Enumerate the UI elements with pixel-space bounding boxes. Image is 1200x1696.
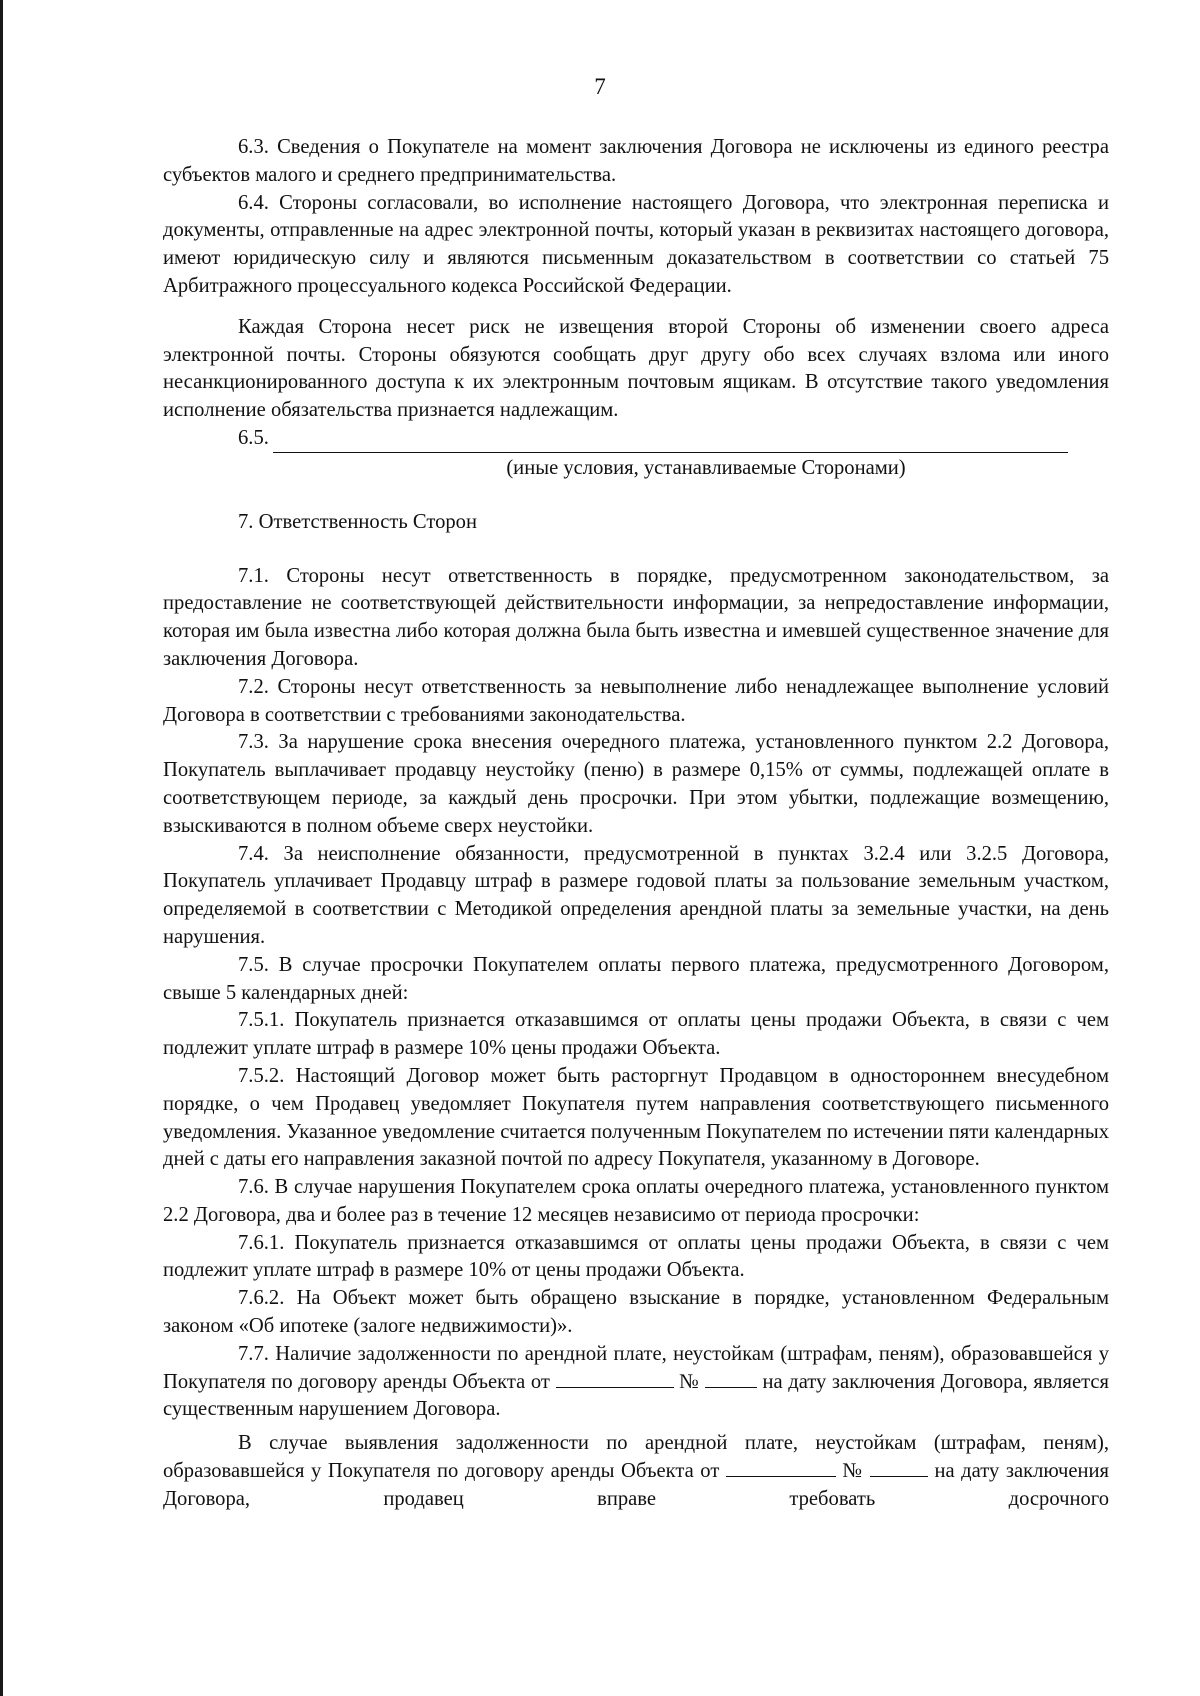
paragraph-6-5-label: 6.5. (238, 426, 269, 449)
paragraph-6-5-caption: (иные условия, устанавливаемые Сторонами) (506, 456, 906, 479)
contract-number-blank-2 (870, 1458, 928, 1477)
paragraph-7-6-1: 7.6.1. Покупатель признается отказавшимся от оплаты цены продажи Объекта, в связи с чем подлежит уплате штраф в размере 10% от цены продажи Объекта. (163, 1231, 1109, 1282)
contract-number-blank (705, 1369, 757, 1388)
paragraph-6-4-notice: Каждая Сторона несет риск не извещения второй Стороны об изменении своего адреса электронной почты. Стороны обязуются сообщать друг другу обо всех случаях взлома или иного несанкционированного доступа к их электронным почтовым ящикам. В отсутствие такого уведомления исполнение обязательства признается надлежащим. (163, 315, 1109, 422)
paragraph-7-7c-text-b: на дату заключения Договора, продавец вправе требовать досрочного (163, 1460, 1109, 1510)
paragraph-7-6-2: 7.6.2. На Объект может быть обращено взыскание в порядке, установленном Федеральным законом «Об ипотеке (залоге недвижимости)». (163, 1287, 1109, 1338)
paragraph-7-7-continued (163, 1430, 1109, 1513)
paragraph-6-5-line (163, 425, 1109, 453)
paragraph-7-3: 7.3. За нарушение срока внесения очередного платежа, установленного пунктом 2.2 Договора, Покупатель выплачивает продавцу неустойку (пеню) в размере 0,15% от суммы, подлежащей оплате в соответствующем периоде, за каждый день просрочки. При этом убытки, подлежащие возмещению, взыскиваются в полном объеме сверх неустойки. (163, 731, 1109, 837)
contract-date-blank-2 (726, 1458, 836, 1477)
paragraph-7-6: 7.6. В случае нарушения Покупателем срока оплаты очередного платежа, установленного пунктом 2.2 Договора, два и более раз в течение 12 месяцев независимо от периода просрочки: (163, 1176, 1109, 1226)
document-body (163, 134, 1109, 1514)
paragraph-6-3: 6.3. Сведения о Покупателе на момент заключения Договора не исключены из единого реестра субъектов малого и среднего предпринимательства. (163, 136, 1109, 186)
page-number: 7 (594, 74, 606, 99)
paragraph-7-7 (163, 1341, 1109, 1424)
paragraph-7-7-text-a: 7.7. Наличие задолженности по арендной плате, неустойкам (штрафам, пеням), образовавшейся у Покупателя по договору аренды Объекта от (163, 1342, 1109, 1393)
paragraph-7-7-text-b: на дату заключения Договора, является существенным нарушением Договора. (163, 1370, 1110, 1421)
paragraph-6-5-blank (273, 430, 1068, 453)
paragraph-7-5: 7.5. В случае просрочки Покупателем оплаты первого платежа, предусмотренного Договором, свыше 5 календарных дней: (163, 953, 1109, 1004)
paragraph-6-4: 6.4. Стороны согласовали, во исполнение настоящего Договора, что электронная переписка и документы, отправленные на адрес электронной почты, который указан в реквизитах настоящего договора, имеют юридическую силу и являются письменным доказательством в соответствии со статьей 75 Арбитражного процессуального кодекса Российской Федерации. (163, 191, 1109, 297)
number-sign-2: № (842, 1460, 864, 1483)
paragraph-7-5-1: 7.5.1. Покупатель признается отказавшимся от оплаты цены продажи Объекта, в связи с чем подлежит уплате штраф в размере 10% цены продажи Объекта. (163, 1009, 1109, 1060)
paragraph-7-1: 7.1. Стороны несут ответственность в порядке, предусмотренном законодательством, за предоставление не соответствующей действительности информации, за непредоставление информации, которая им была известна либо которая должна была быть известна и имевшей существенное значение для заключения Договора. (163, 564, 1109, 670)
number-sign: № (679, 1370, 700, 1393)
paragraph-7-2: 7.2. Стороны несут ответственность за невыполнение либо ненадлежащее выполнение условий Договора в соответствии с требованиями законодательства. (163, 675, 1109, 726)
contract-date-blank (556, 1369, 674, 1388)
scan-edge (0, 0, 3, 1696)
paragraph-7-7c-text-a: В случае выявления задолженности по арендной плате, неустойкам (штрафам, пеням), образовавшейся у Покупателя по договору аренды Объекта от (163, 1432, 1109, 1483)
section-7-heading: 7. Ответственность Сторон (238, 510, 477, 533)
paragraph-7-5-2: 7.5.2. Настоящий Договор может быть расторгнут Продавцом в одностороннем внесудебном порядке, о чем Продавец уведомляет Покупателя путем направления соответствующего письменного уведомления. Указанное уведомление считается полученным Покупателем по истечении пяти календарных дней с даты его направления заказной почтой по адресу Покупателя, указанному в Договоре. (163, 1064, 1109, 1171)
paragraph-7-4: 7.4. За неисполнение обязанности, предусмотренной в пунктах 3.2.4 или 3.2.5 Договора, Покупатель уплачивает Продавцу штраф в размере годовой платы за пользование земельным участком, определяемой в соответствии с Методикой определения арендной платы за земельные участки, на день нарушения. (163, 842, 1109, 948)
